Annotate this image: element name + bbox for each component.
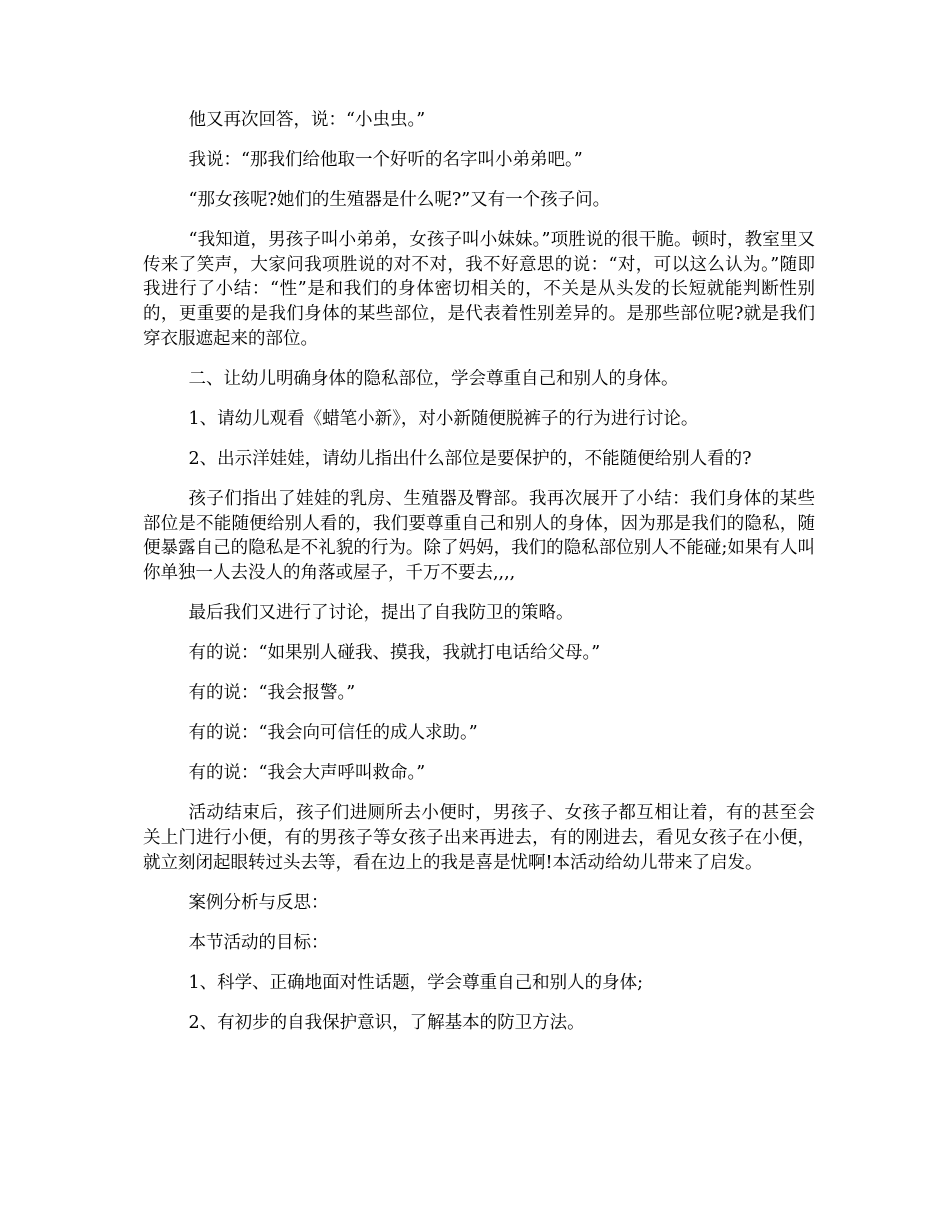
paragraph-1: 他又再次回答，说：“小虫虫。” xyxy=(188,110,426,130)
document-body xyxy=(143,108,815,1051)
paragraph-17: 1、科学、正确地面对性话题，学会尊重自己和别人的身体; xyxy=(188,972,644,993)
paragraph-15: 案例分析与反思： xyxy=(188,892,329,913)
paragraph-14: 活动结束后，孩子们进厕所去小便时，男孩子、女孩子都互相让着，有的甚至会关上门进行小便，有的男孩子等女孩子出来再进去，有的刚进去，看见女孩子在小便，就立刻闭起眼转过头去等，看在边上的我是喜是忧啊!本活动给幼儿带来了启发。 xyxy=(143,803,815,873)
paragraph-8: 孩子们指出了娃娃的乳房、生殖器及臀部。我再次展开了小结：我们身体的某些部位是不能随便给别人看的，我们要尊重自己和别人的身体，因为那是我们的隐私，随便暴露自己的隐私是不礼貌的行为。除了妈妈，我们的隐私部位别人不能碰;如果有人叫你单独一人去没人的角落或屋子，千万不要去,,,, xyxy=(143,489,815,583)
paragraph-4: “我知道，男孩子叫小弟弟，女孩子叫小妹妹。”项胜说的很干脆。顿时，教室里又传来了笑声，大家问我项胜说的对不对，我不好意思的说：“对，可以这么认为。”随即我进行了小结：“性”是和我们的身体密切相关的，不关是从头发的长短就能判断性别的，更重要的是我们身体的某些部位，是代表着性别差异的。是那些部位呢?就是我们穿衣服遮起来的部位。 xyxy=(143,230,815,349)
paragraph-16: 本节活动的目标： xyxy=(188,932,329,953)
paragraph-10: 有的说：“如果别人碰我、摸我，我就打电话给父母。” xyxy=(188,643,601,663)
paragraph-12: 有的说：“我会向可信任的成人求助。” xyxy=(188,723,478,744)
paragraph-11: 有的说：“我会报警。” xyxy=(188,683,356,704)
paragraph-7: 2、出示洋娃娃，请幼儿指出什么部位是要保护的，不能随便给别人看的? xyxy=(188,448,752,469)
paragraph-2: 我说：“那我们给他取一个好听的名字叫小弟弟吧。” xyxy=(188,150,583,171)
paragraph-5: 二、让幼儿明确身体的隐私部位，学会尊重自己和别人的身体。 xyxy=(188,368,679,389)
paragraph-6: 1、请幼儿观看《蜡笔小新》，对小新随便脱裤子的行为进行讨论。 xyxy=(188,408,699,429)
paragraph-13: 有的说：“我会大声呼叫救命。” xyxy=(188,763,426,784)
paragraph-18: 2、有初步的自我保护意识，了解基本的防卫方法。 xyxy=(188,1012,585,1033)
paragraph-9: 最后我们又进行了讨论，提出了自我防卫的策略。 xyxy=(188,602,574,623)
paragraph-3: “那女孩呢?她们的生殖器是什么呢?”又有一个孩子问。 xyxy=(188,190,611,211)
